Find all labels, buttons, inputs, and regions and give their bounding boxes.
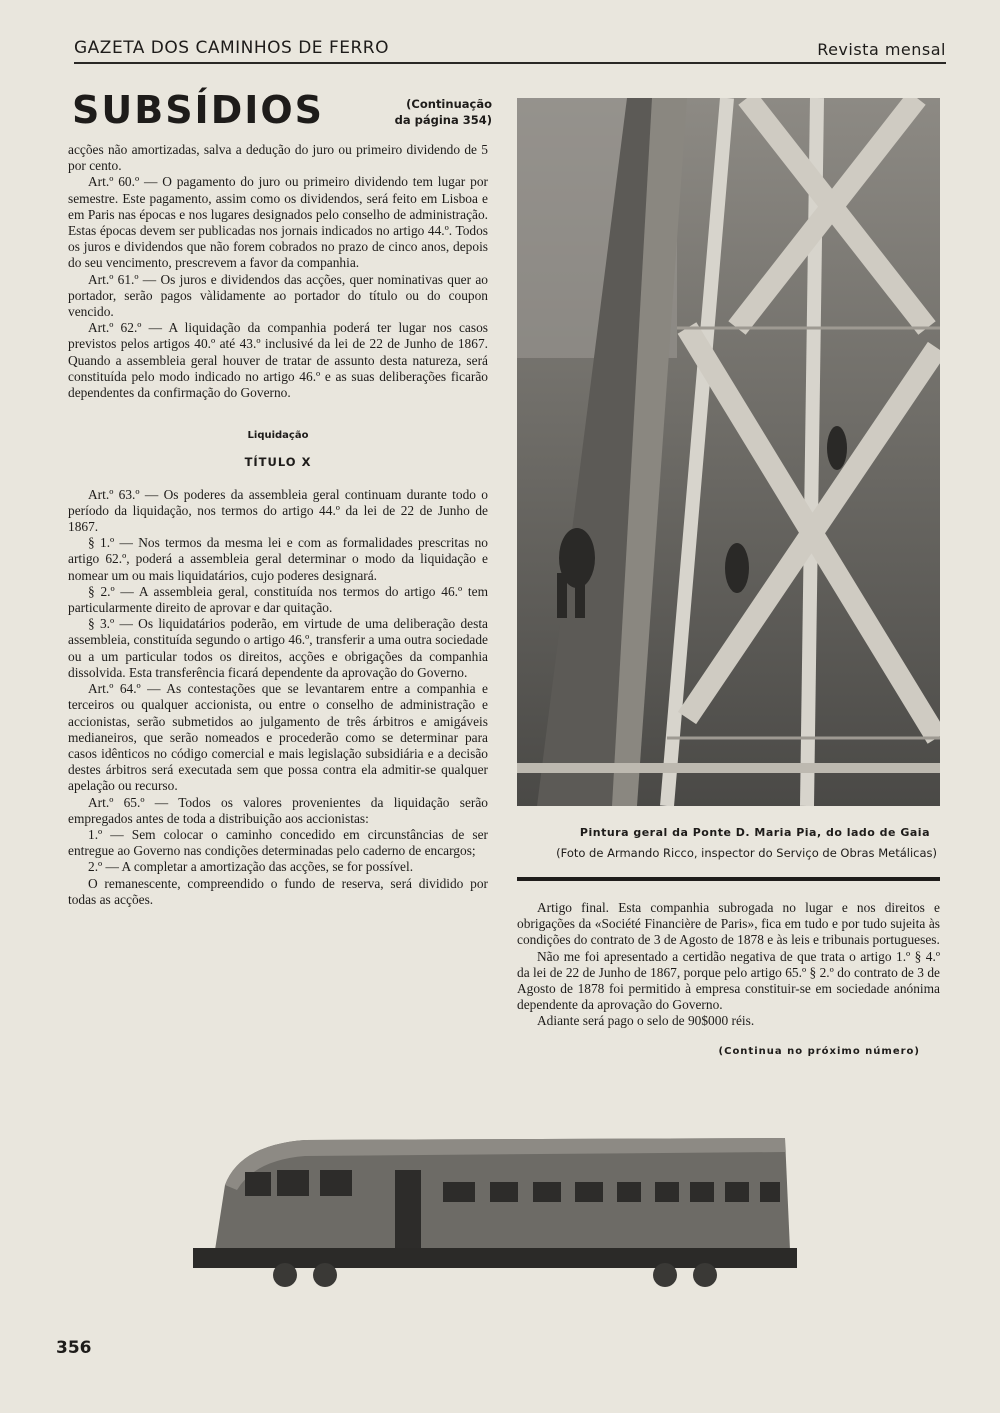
paragraph: Art.º 61.º — Os juros e dividendos das acções, quer nominativas quer ao portador, serão pagos vàlidamente ao portador do título ou do coupon vencido. bbox=[68, 271, 488, 320]
paragraph: O remanescente, compreendido o fundo de reserva, será dividido por todas as acções. bbox=[68, 875, 488, 907]
article-title: SUBSÍDIOS bbox=[72, 88, 325, 132]
journal-name: GAZETA DOS CAMINHOS DE FERRO bbox=[74, 38, 389, 58]
paragraph: 1.º — Sem colocar o caminho concedido em circunstâncias de ser entregue ao Governo nas condições determinadas pelo caderno de encargos; bbox=[68, 826, 488, 859]
page-number: 356 bbox=[56, 1338, 92, 1358]
paragraph: Adiante será pago o selo de 90$000 réis. bbox=[537, 1013, 755, 1029]
continuation-note bbox=[380, 96, 492, 128]
continues-note: (Continua no próximo número) bbox=[718, 1045, 920, 1057]
paragraph: Art.º 62.º — A liquidação da companhia poderá ter lugar nos casos previstos pelos artigos 40.º até 43.º inclusivé da lei de 22 de Junho de 1867. Quando a assembleia geral houver de tratar de assunto desta natureza, será constituída pelo modo indicado no artigo 46.º e as suas deliberações ficarão dependentes da confirmação do Governo. bbox=[68, 320, 488, 401]
photo-caption-title: Pintura geral da Ponte D. Maria Pia, do lado de Gaia bbox=[579, 826, 930, 839]
bridge-illustration bbox=[517, 98, 940, 806]
paragraph: § 2.º — A assembleia geral, constituída nos termos do artigo 46.º tem particularmente direito de aprovar e dar quitação. bbox=[68, 583, 488, 616]
periodicity: Revista mensal bbox=[817, 40, 946, 59]
title-heading: TÍTULO X bbox=[244, 455, 312, 470]
paragraph: Artigo final. Esta companhia subrogada no lugar e nos direitos e obrigações da «Société Financière de Paris», fica em tudo e por tudo sujeita às condições do contrato de 3 de Agosto de 1878 e às leis e tribunais portugueses. bbox=[517, 900, 940, 948]
section-heading: Liquidação bbox=[247, 430, 309, 442]
divider bbox=[517, 877, 940, 881]
railcar-illustration bbox=[185, 1130, 805, 1305]
bridge-photo bbox=[517, 98, 940, 806]
paragraph: Art.º 60.º — O pagamento do juro ou primeiro dividendo tem lugar por semestre. Este pagamento, assim como os dividendos, será feito em Lisboa e em Paris nas épocas e nos lugares designados pelo conselho de administração. Estas épocas devem ser publicadas nos jornais indicados no artigo 44.º. Todos os juros e dividendos que não forem cobrados no prazo de cinco anos, depois do seu vencimento, prescrevem a favor da companhia. bbox=[68, 174, 488, 271]
photo-caption-credit: (Foto de Armando Ricco, inspector do Serviço de Obras Metálicas) bbox=[556, 846, 937, 860]
paragraph: acções não amortizadas, salva a dedução do juro ou primeiro dividendo de 5 por cento. bbox=[68, 142, 488, 174]
paragraph: Art.º 65.º — Todos os valores provenientes da liquidação serão empregados antes de toda a distribuição aos accionistas: bbox=[68, 794, 488, 826]
continuation-line-2: da página 354) bbox=[394, 113, 492, 127]
running-header bbox=[74, 36, 946, 64]
railcar-image bbox=[185, 1130, 805, 1305]
paragraph: § 1.º — Nos termos da mesma lei e com as formalidades prescritas no artigo 62.º, poderá a assembleia geral determinar o modo da liquidação e nomear um ou mais liquidatários, cujo poderes designará. bbox=[68, 535, 488, 583]
paragraph: 2.º — A completar a amortização das acções, se for possível. bbox=[88, 859, 414, 875]
continuation-line-1: (Continuação bbox=[406, 97, 492, 111]
paragraph: Não me foi apresentado a certidão negativa de que trata o artigo 1.º § 4.º da lei de 22 de Junho de 1867, porque pelo artigo 65.º § 2.º do contrato de 3 de Agosto de 1878 foi permitido à empresa constituir-se em sociedade anónima dependente da aprovação do Governo. bbox=[517, 948, 940, 1013]
left-column bbox=[68, 142, 488, 908]
paragraph: § 3.º — Os liquidatários poderão, em virtude de uma deliberação desta assembleia, constituída segundo o artigo 46.º, transferir a uma outra sociedade ou a um particular todos os direitos, acções e obrigações da companhia dissolvida. Esta transferência ficará dependente da aprovação do Governo. bbox=[68, 616, 488, 680]
paragraph: Art.º 64.º — As contestações que se levantarem entre a companhia e terceiros ou qualquer accionista, ou entre o conselho de administração e accionistas, serão submetidos ao julgamento de três árbitros e amigáveis medianeiros, que serão nomeados e procederão como se determinar para casos idênticos no código comercial e mais legislação subsidiária e a decisão destes árbitros será executada sem que possa contra ela admitir-se qualquer apelação ou recurso. bbox=[68, 681, 488, 794]
right-column bbox=[517, 900, 940, 1060]
paragraph: Art.º 63.º — Os poderes da assembleia geral continuam durante todo o período da liquidação, nos termos do artigo 44.º da lei de 22 de Junho de 1867. bbox=[68, 486, 488, 535]
